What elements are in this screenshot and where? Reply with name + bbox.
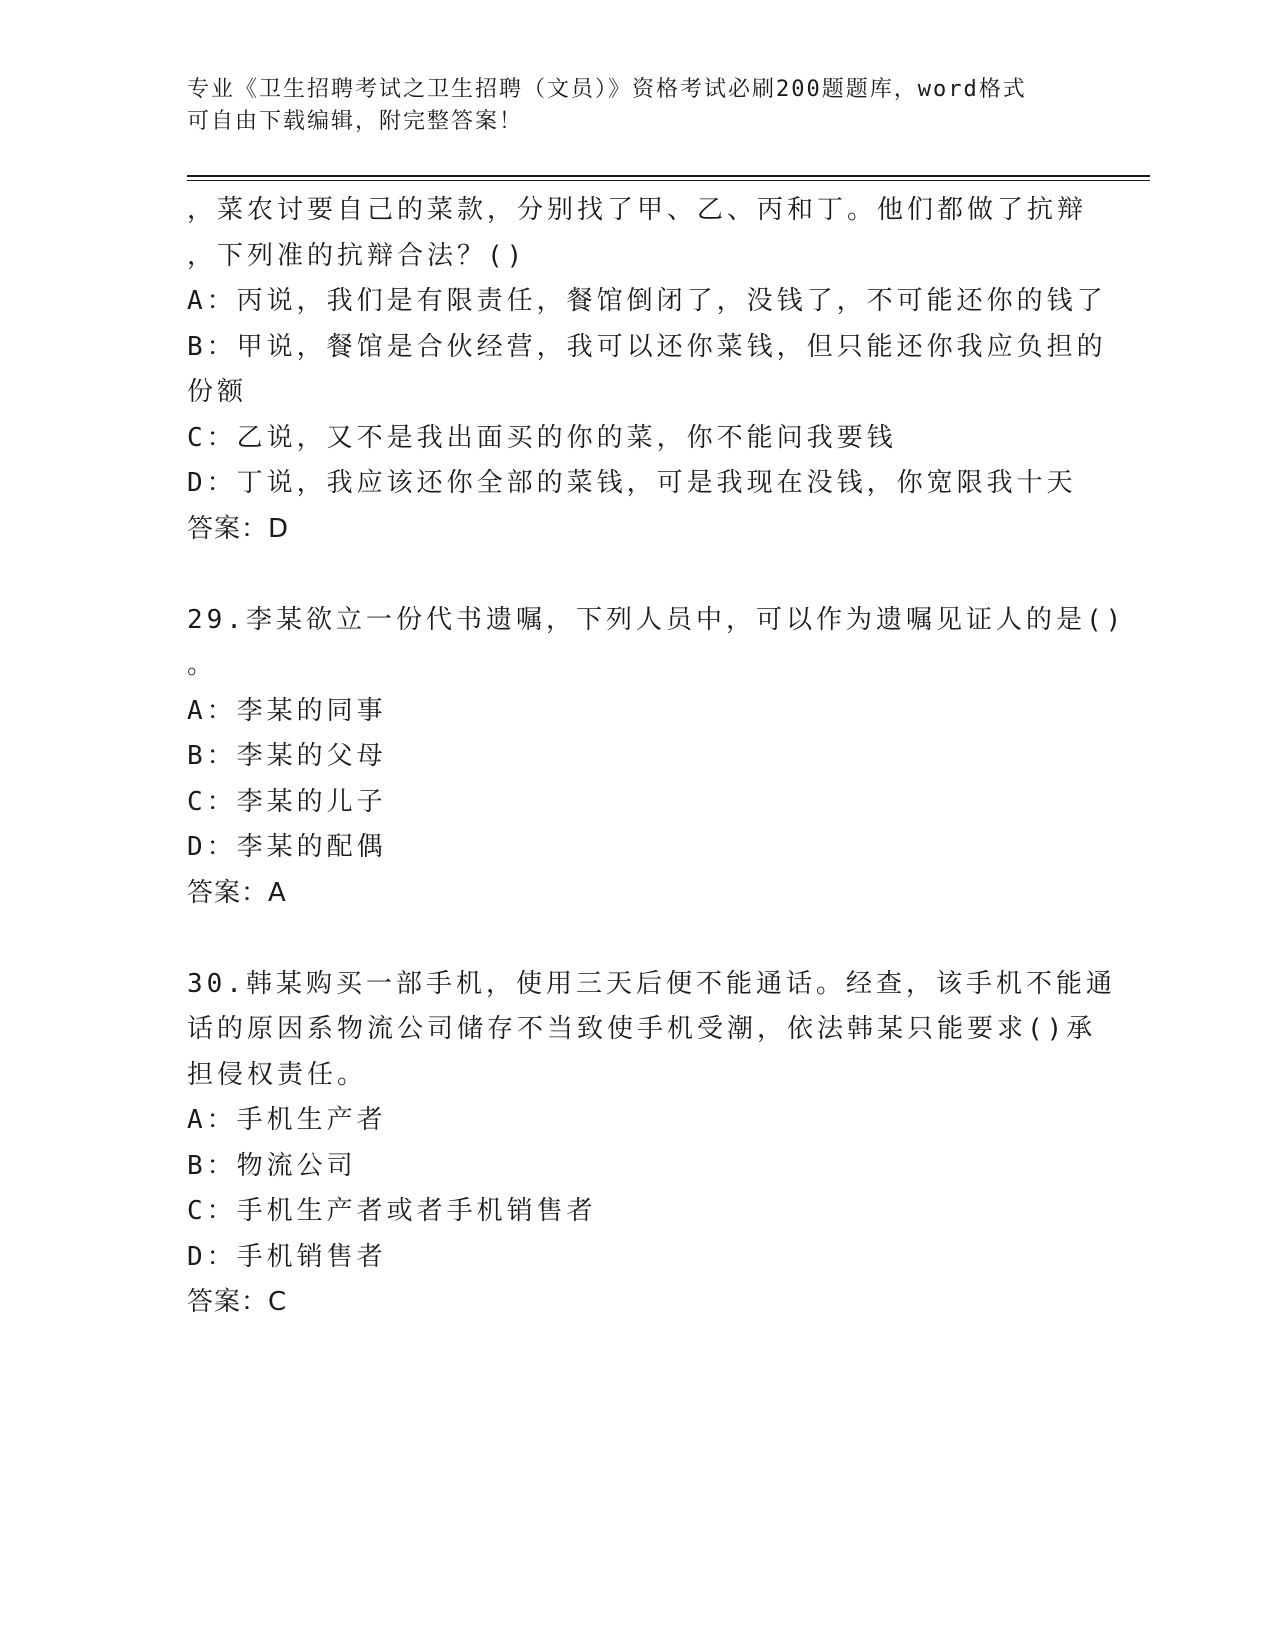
option-c: C：李某的儿子 (187, 786, 387, 817)
option-b: B：甲说，餐馆是合伙经营，我可以还你菜钱，但只能还你我应负担的 (187, 331, 1107, 362)
option-b: B：李某的父母 (187, 741, 387, 771)
question-spacer (187, 916, 1087, 962)
header-title-line-1: 专业《卫生招聘考试之卫生招聘（文员）》资格考试必刷200题题库，word格式 (187, 77, 1027, 102)
question-text: ，菜农讨要自己的菜款，分别找了甲、乙、丙和丁。他们都做了抗辩 (187, 195, 1088, 225)
option-a: A：手机生产者 (187, 1105, 387, 1135)
page-header (187, 74, 1067, 138)
question-28 (187, 188, 1107, 552)
answer-line: 答案：D (187, 513, 290, 544)
option-b-continued: 份额 (187, 377, 248, 407)
answer-line: 答案：A (187, 877, 287, 908)
answer-line: 答案：C (187, 1287, 288, 1317)
question-spacer (187, 552, 1087, 598)
option-b: B：物流公司 (187, 1150, 357, 1181)
option-c: C：乙说，又不是我出面买的你的菜，你不能问我要钱 (187, 422, 897, 453)
question-text: 担侵权责任。 (187, 1059, 368, 1090)
question-text: ，下列准的抗辩合法？() (187, 240, 527, 271)
question-30 (187, 962, 1116, 1326)
header-divider (187, 175, 1150, 181)
option-d: D：李某的配偶 (187, 832, 387, 862)
question-list (187, 188, 1126, 1326)
question-text: 29.李某欲立一份代书遗嘱，下列人员中，可以作为遗嘱见证人的是() (187, 604, 1126, 635)
option-d: D：手机销售者 (187, 1241, 387, 1272)
question-text: 。 (187, 650, 218, 680)
question-29 (187, 598, 1126, 917)
question-text: 30.韩某购买一部手机，使用三天后便不能通话。经查，该手机不能通 (187, 968, 1116, 999)
option-a: A：丙说，我们是有限责任，餐馆倒闭了，没钱了，不可能还你的钱了 (187, 286, 1107, 316)
header-title-line-2: 可自由下载编辑，附完整答案！ (187, 109, 524, 134)
option-c: C：手机生产者或者手机销售者 (187, 1196, 597, 1226)
option-d: D：丁说，我应该还你全部的菜钱，可是我现在没钱，你宽限我十天 (187, 468, 1077, 498)
option-a: A：李某的同事 (187, 695, 387, 726)
question-text: 话的原因系物流公司储存不当致使手机受潮，依法韩某只能要求()承 (187, 1014, 1097, 1044)
